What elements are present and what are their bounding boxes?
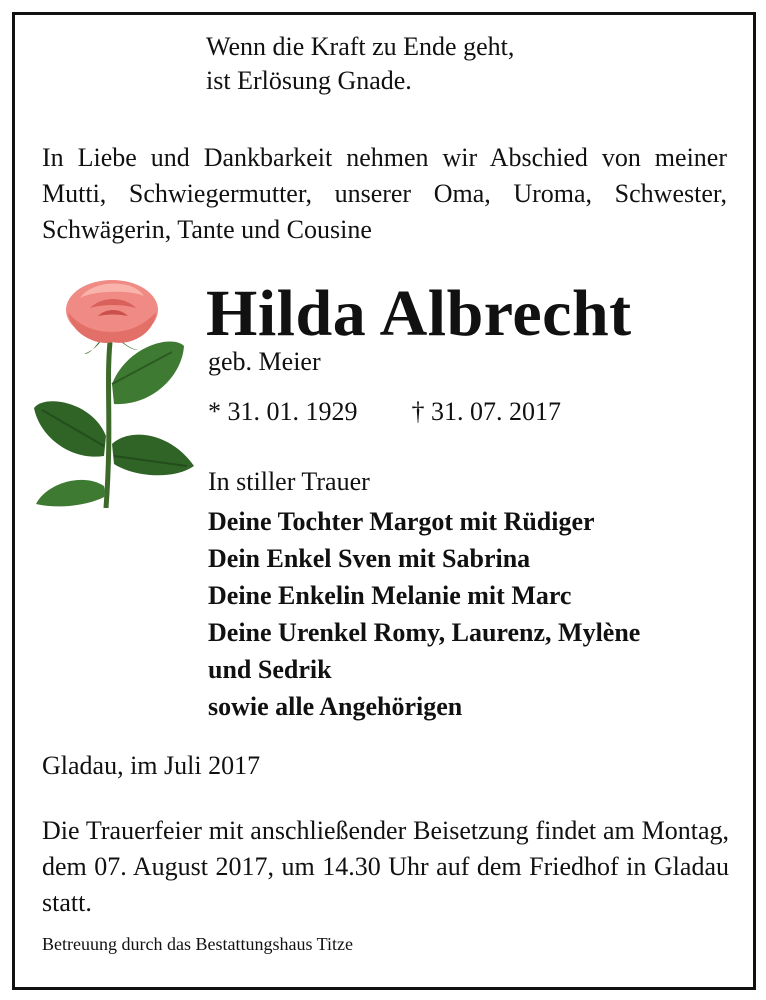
- mourners-list: [208, 503, 640, 725]
- mourner-line: Dein Enkel Sven mit Sabrina: [208, 544, 531, 573]
- mourning-heading: In stiller Trauer: [208, 467, 370, 496]
- place-date: Gladau, im Juli 2017: [42, 751, 261, 780]
- poem-line-1: Wenn die Kraft zu Ende geht,: [206, 32, 515, 61]
- mourner-line: Deine Urenkel Romy, Laurenz, Mylène: [208, 618, 641, 647]
- mourner-line: Deine Enkelin Melanie mit Marc: [208, 581, 572, 610]
- mourner-line: sowie alle Angehörigen: [208, 692, 463, 721]
- intro-text: In Liebe und Dankbarkeit nehmen wir Abschied von meiner Mutti, Schwiegermutter, unserer Oma, Uroma, Schwester, Schwägerin, Tante und Cousine: [42, 143, 727, 244]
- poem-line-2: ist Erlösung Gnade.: [206, 66, 412, 95]
- ceremony-text: Die Trauerfeier mit anschließender Beisetzung findet am Montag, dem 07. August 2017, um 14.30 Uhr auf dem Friedhof in Gladau statt.: [42, 816, 729, 917]
- mourner-line: und Sedrik: [208, 655, 332, 684]
- poem: [206, 30, 514, 98]
- birth-name: geb. Meier: [208, 347, 321, 376]
- birth-date: * 31. 01. 1929: [208, 397, 358, 426]
- life-dates: [208, 396, 561, 428]
- death-date: † 31. 07. 2017: [411, 397, 561, 426]
- undertaker-credit: Betreuung durch das Bestattungshaus Titze: [42, 934, 353, 954]
- deceased-name: Hilda Albrecht: [206, 277, 632, 350]
- rose-icon: [32, 276, 202, 508]
- mourner-line: Deine Tochter Margot mit Rüdiger: [208, 507, 595, 536]
